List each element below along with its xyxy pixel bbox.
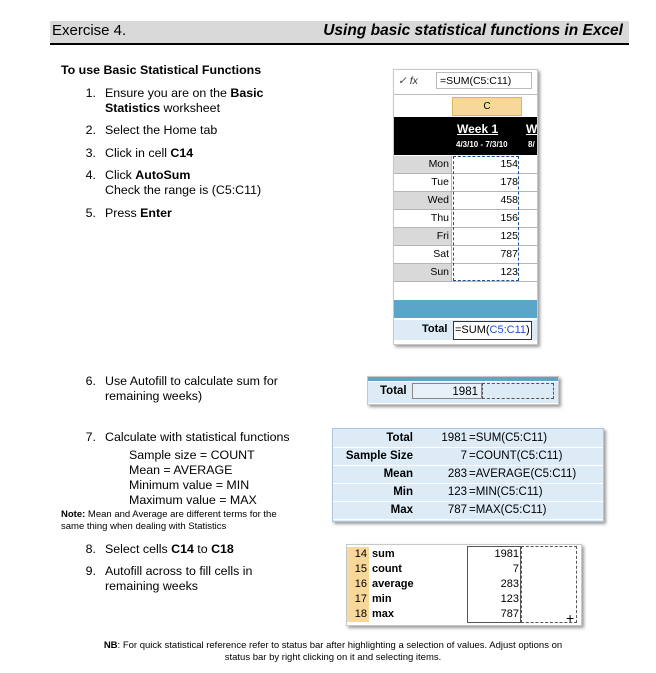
- value-cell: 178: [500, 176, 518, 188]
- function-item: Minimum value = MIN: [129, 478, 250, 492]
- formula-bar-icons: ✓ fx: [398, 75, 418, 87]
- formula-text: =SUM(C5:C11): [436, 72, 532, 89]
- function-list: [129, 448, 257, 508]
- step-2: Select the Home tab: [105, 123, 218, 137]
- selected-range: [467, 546, 521, 623]
- exercise-header: [50, 21, 629, 45]
- value-cell: 154: [500, 158, 518, 170]
- excel-stat-functions-screenshot: [332, 428, 604, 522]
- stat-label: Mean: [383, 468, 413, 480]
- row-value: 123: [500, 593, 519, 605]
- total-label: Total: [380, 385, 407, 397]
- row-name: min: [372, 593, 392, 605]
- week-header: [394, 117, 537, 155]
- row-number: 16: [347, 577, 369, 592]
- row-value: 1981: [494, 548, 519, 560]
- footer-note: [70, 640, 596, 664]
- range-selection: [453, 156, 519, 281]
- day-cell: Tue: [394, 174, 452, 191]
- excel-autosum-screenshot: [393, 69, 538, 345]
- step-number: 2.: [85, 123, 96, 137]
- footer-text: : For quick statistical reference refer to status bar after highlighting a selection of values. Adjust options on: [117, 640, 563, 651]
- day-cell: Sat: [394, 246, 452, 263]
- day-cell: Wed: [394, 192, 452, 209]
- stat-label: Total: [386, 432, 413, 444]
- blue-band: [368, 377, 558, 381]
- step-number: 5.: [85, 206, 96, 220]
- table-row: [333, 483, 603, 502]
- step-text: remaining weeks: [105, 579, 198, 593]
- footer-text: status bar by right clicking on it and selecting items.: [224, 652, 442, 663]
- step-number: 9.: [85, 564, 96, 578]
- stat-formula: =MIN(C5:C11): [469, 486, 543, 498]
- week-dates-next: 8/: [528, 140, 535, 149]
- step-bold: C14: [170, 146, 194, 160]
- table-row: [333, 465, 603, 484]
- stat-value: 7: [460, 450, 467, 462]
- step-bold: AutoSum: [135, 168, 191, 182]
- row-number: 14: [347, 547, 369, 562]
- stat-value: 283: [447, 468, 467, 480]
- row-name: count: [372, 563, 402, 575]
- row-number: 18: [347, 607, 369, 622]
- step-text: Click in cell: [105, 146, 171, 160]
- value-cell: 125: [500, 230, 518, 242]
- value-cell: 156: [500, 212, 518, 224]
- row-name: average: [372, 578, 414, 590]
- stat-formula: =SUM(C5:C11): [469, 432, 548, 444]
- step-1: [105, 86, 365, 116]
- step-number: 6.: [85, 374, 96, 388]
- row-value: 7: [512, 563, 519, 575]
- step-5: [105, 206, 172, 221]
- day-cell: Mon: [394, 156, 452, 173]
- step-8: [105, 542, 234, 557]
- note: [61, 509, 277, 533]
- value-cell: 123: [500, 266, 518, 278]
- step-text: Use Autofill to calculate sum for: [105, 374, 278, 388]
- value-cell: 787: [500, 248, 518, 260]
- exercise-title: Using basic statistical functions in Excel: [323, 22, 623, 39]
- stat-label: Max: [390, 504, 413, 516]
- stat-value: 123: [447, 486, 467, 498]
- step-9: [105, 564, 252, 594]
- function-item: Maximum value = MAX: [129, 493, 257, 507]
- step-3: [105, 146, 193, 161]
- total-row: [368, 382, 558, 403]
- step-bold: C18: [211, 542, 234, 556]
- formula-part: =SUM(: [455, 324, 490, 336]
- step-text: to: [193, 542, 212, 556]
- row-name: max: [372, 608, 395, 620]
- function-item: Sample size = COUNT: [129, 448, 255, 462]
- step-bold: Basic: [230, 86, 264, 100]
- step-6: [105, 374, 278, 404]
- exercise-number: Exercise 4.: [52, 22, 127, 39]
- step-text: Click: [105, 168, 136, 182]
- step-bold: Statistics: [105, 101, 161, 115]
- table-row: [333, 429, 603, 448]
- week-title: Week 1: [457, 122, 499, 136]
- stat-value: 1981: [441, 432, 467, 444]
- column-header-c: C: [452, 97, 522, 116]
- step-text: Select cells: [105, 542, 172, 556]
- function-item: Mean = AVERAGE: [129, 463, 233, 477]
- week-dates: 4/3/10 - 7/3/10: [456, 140, 508, 149]
- total-formula: [453, 321, 532, 340]
- note-text: same thing when dealing with Statistics: [61, 521, 227, 532]
- step-text: Autofill across to fill cells in: [105, 564, 253, 578]
- autofill-range: [482, 383, 554, 399]
- step-number: 1.: [85, 86, 96, 100]
- step-text: Check the range is (C5:C11): [105, 183, 262, 197]
- nb-label: NB: [103, 640, 118, 651]
- step-text: remaining weeks): [105, 389, 203, 403]
- stat-label: Min: [393, 486, 413, 498]
- formula-part: ): [526, 324, 530, 336]
- stat-value: 787: [447, 504, 467, 516]
- step-text: Ensure you are on the: [105, 86, 231, 100]
- note-label: Note:: [61, 509, 86, 520]
- value-cell: 458: [500, 194, 518, 206]
- step-number: 3.: [85, 146, 96, 160]
- blue-band: [394, 300, 537, 318]
- formula-range: C5:C11: [489, 324, 527, 336]
- step-number: 4.: [85, 168, 96, 182]
- step-7: Calculate with statistical functions: [105, 430, 290, 444]
- day-cell: Sun: [394, 264, 452, 281]
- row-number: 15: [347, 562, 369, 577]
- excel-select-range-screenshot: [346, 544, 582, 626]
- section-title: To use Basic Statistical Functions: [61, 63, 262, 77]
- total-row: [394, 320, 537, 340]
- step-bold: Enter: [140, 206, 172, 220]
- stat-formula: =AVERAGE(C5:C11): [469, 468, 577, 480]
- stat-formula: =MAX(C5:C11): [469, 504, 547, 516]
- stat-formula: =COUNT(C5:C11): [469, 450, 563, 462]
- step-number: 8.: [85, 542, 96, 556]
- stat-label: Sample Size: [345, 450, 413, 462]
- day-cell: Thu: [394, 210, 452, 227]
- excel-autofill-screenshot: [367, 376, 559, 405]
- row-value: 283: [500, 578, 519, 590]
- step-text: Press: [105, 206, 141, 220]
- table-row: [333, 447, 603, 466]
- total-label: Total: [422, 323, 448, 335]
- row-value: 787: [500, 608, 519, 620]
- step-bold: C14: [171, 542, 194, 556]
- row-name: sum: [372, 548, 395, 560]
- step-number: 7.: [85, 430, 96, 444]
- note-text: Mean and Average are different terms for the: [85, 509, 277, 520]
- step-text: worksheet: [160, 101, 221, 115]
- formula-bar: [394, 70, 537, 95]
- fill-handle-cursor-icon: +: [566, 610, 575, 626]
- week-next: W: [526, 122, 538, 136]
- row-number: 17: [347, 592, 369, 607]
- total-value: 1981: [412, 383, 482, 399]
- step-4: [105, 168, 261, 198]
- day-cell: Fri: [394, 228, 452, 245]
- table-row: [333, 501, 603, 520]
